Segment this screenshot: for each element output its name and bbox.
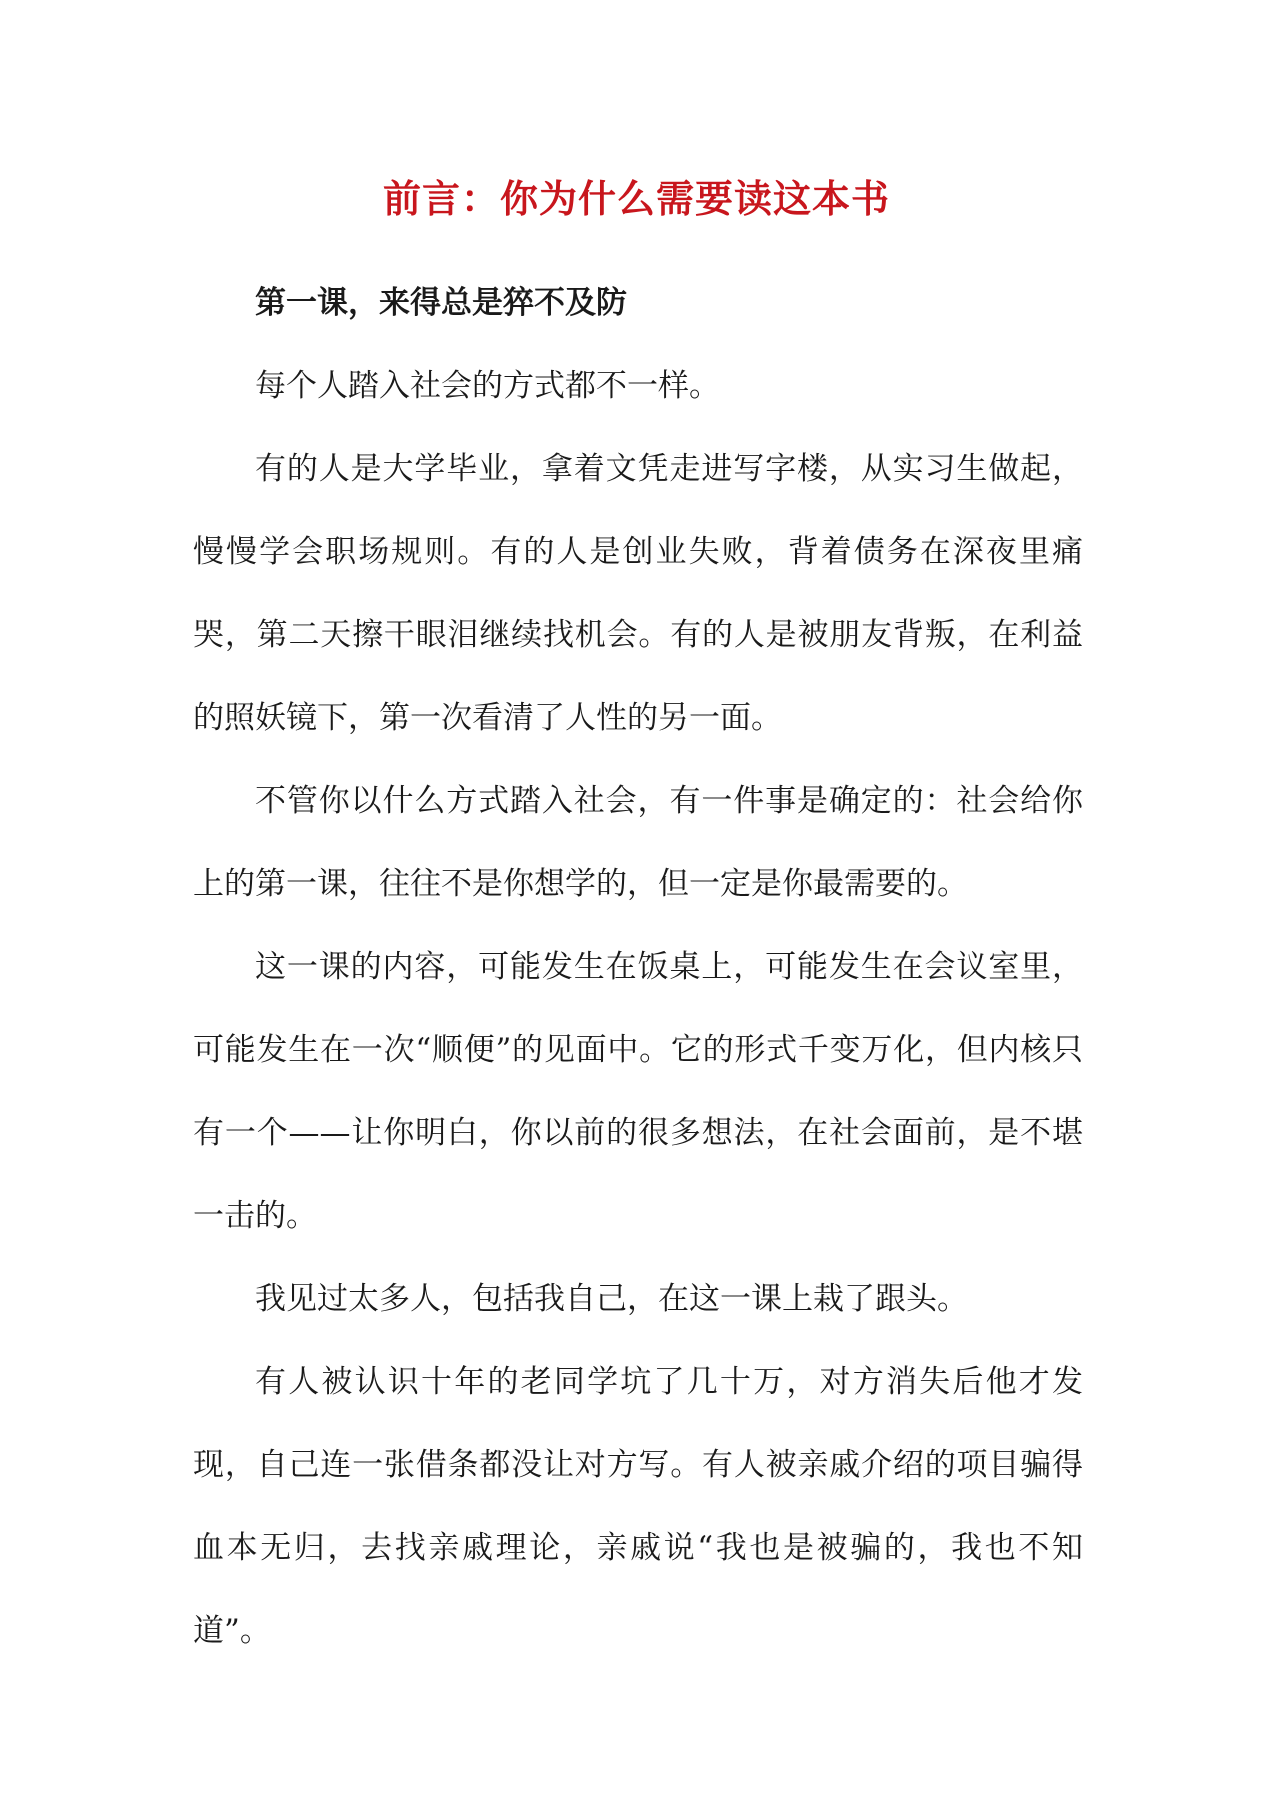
paragraph: 有人被认识十年的老同学坑了几十万，对方消失后他才发现，自己连一张借条都没让对方写。有人被亲戚介绍的项目骗得血本无归，去找亲戚理论，亲戚说“我也是被骗的，我也不知道”。 xyxy=(193,1364,1083,1649)
paragraph: 这一课的内容，可能发生在饭桌上，可能发生在会议室里，可能发生在一次“顺便”的见面中。它的形式千变万化，但内核只有一个——让你明白，你以前的很多想法，在社会面前，是不堪一击的。 xyxy=(193,949,1083,1234)
section-heading: 第一课，来得总是猝不及防 xyxy=(255,285,627,321)
paragraph: 每个人踏入社会的方式都不一样。 xyxy=(255,368,720,404)
document-body xyxy=(193,262,1083,1673)
paragraph: 不管你以什么方式踏入社会，有一件事是确定的：社会给你上的第一课，往往不是你想学的，但一定是你最需要的。 xyxy=(193,783,1083,902)
paragraph: 有的人是大学毕业，拿着文凭走进写字楼，从实习生做起，慢慢学会职场规则。有的人是创业失败，背着债务在深夜里痛哭，第二天擦干眼泪继续找机会。有的人是被朋友背叛，在利益的照妖镜下，第一次看清了人性的另一面。 xyxy=(193,451,1083,736)
page-title: 前言：你为什么需要读这本书 xyxy=(382,176,890,221)
paragraph: 我见过太多人，包括我自己，在这一课上栽了跟头。 xyxy=(255,1281,968,1317)
